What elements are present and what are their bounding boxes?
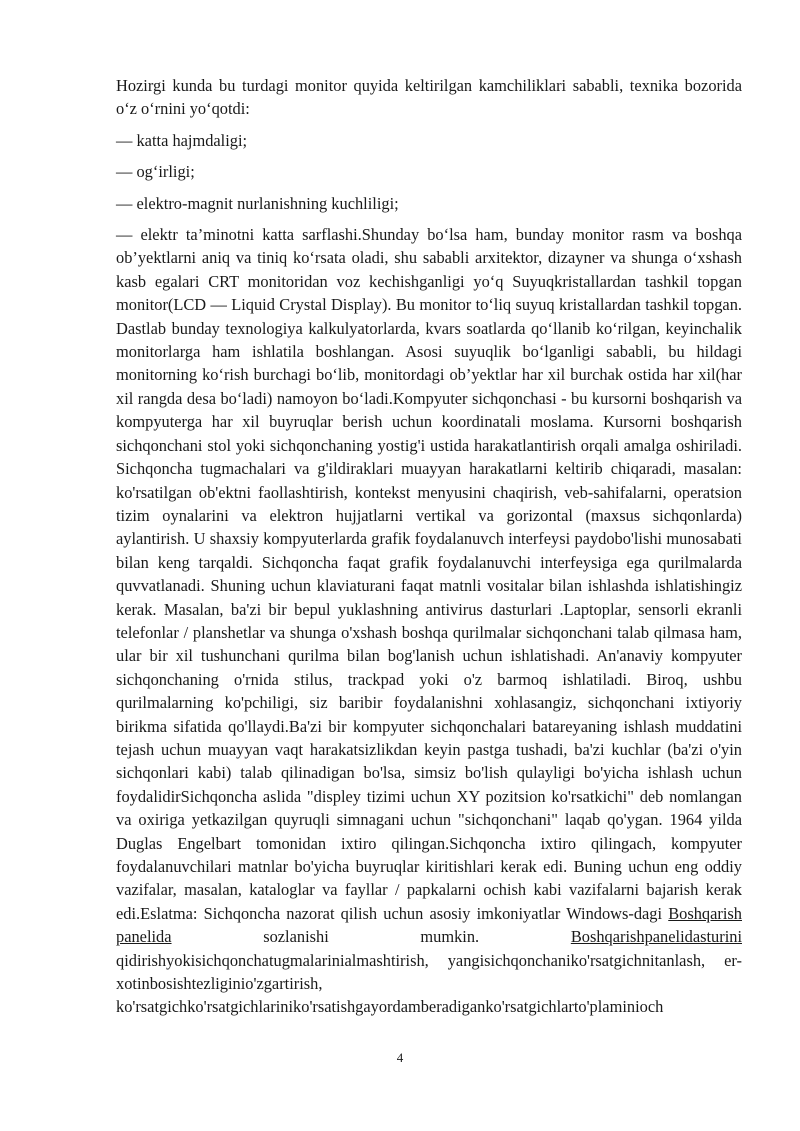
list-item-radiation: — elektro-magnit nurlanishning kuchliligi; xyxy=(116,193,399,213)
control-panel-program-link[interactable]: Boshqarishpanelidasturini xyxy=(570,927,742,947)
document-page xyxy=(116,74,742,1019)
body-text-part-3: qidirishyokisichqonchatugmalarinialmashtirish, yangisichqonchaniko'rsatgichnitanlash, er-xotinbosishtezliginio'zgartirish, ko'rsatgichko'rsatgichlariniko'rsatishgayordamberadiganko'rsatgichlarto'plaminioch xyxy=(116,950,742,1017)
list-item-size: — katta hajmdaligi; xyxy=(116,130,248,150)
list-item-weight: — og‘irligi; xyxy=(116,162,195,182)
page-number: 4 xyxy=(396,1050,404,1065)
body-paragraph xyxy=(116,223,742,1019)
body-text-part-1: — elektr ta’minotni katta sarflashi.Shunday bo‘lsa ham, bunday monitor rasm va boshqa ob’yektlarni aniq va tiniq ko‘rsata oladi, shu sababli arxitektor, dizayner va shunga o‘xshash kasb egalari CRT monitoridan voz kechishganligi yo‘q Suyuqkristallardan tashkil topgan monitor(LCD — Liquid Crystal Display). Bu monitor to‘liq suyuq kristallardan tashkil topgan. Dastlab bunday texnologiya kalkulyatorlarda, kvars soatlarda qo‘llanib ko‘rilgan, keyinchalik monitorlarga ham ishlatila boshlangan. Asosi suyuqlik bo‘lganligi sababli, bu hildagi monitorning ko‘rish burchagi bo‘lib, monitordagi ob’yektlar har xil burchak ostida har xil(har xil rangda desa bo‘ladi) namoyon bo‘ladi.Kompyuter sichqonchasi - bu kursorni boshqarish va kompyuterga har xil buyruqlar berish uchun koordinatali moslama. Kursorni boshqarish sichqonchani stol yoki sichqonchaning yostig'i ustida harakatlantirish orqali amalga oshiriladi. Sichqoncha tugmachalari va g'ildiraklari muayyan harakatlarni keltirib chiqaradi, masalan: ko'rsatilgan ob'ektni faollashtirish, kontekst menyusini chaqirish, veb-sahifalarni, operatsion tizim oynalarini va elektron hujjatlarni vertikal va gorizontal (maxsus sichqonlarda) aylantirish. U shaxsiy kompyuterlarda grafik foydalanuvch interfeysi paydobo'lishi munosabati bilan keng tarqaldi. Sichqoncha faqat grafik foydalanuvchi interfeysiga ega qurilmalarda quvvatlanadi. Shuning uchun klaviaturani faqat matnli vositalar bilan ishlashda ishlatishingiz kerak. Masalan, ba'zi bir bepul yuklashning antivirus dasturlari .Laptoplar, sensorli ekranli telefonlar / planshetlar va shunga o'xshash boshqa qurilmalar sichqonchani talab qilmasa ham, ular bir xil tushunchani qurilma bilan bog'lanish uchun ishlatishadi. An'anaviy kompyuter sichqonchaning o'rnida stilus, trackpad yoki o'z barmoq ishlatiladi. Biroq, ushbu qurilmalarning ko'pchiligi, siz baribir foydalanishni xohlasangiz, sichqonchani ixtiyoriy birikma sifatida qo'llaydi.Ba'zi bir kompyuter sichqonchalari batareyaning ishlash muddatini tejash uchun muayyan vaqt harakatsizlikdan keyin pastga tushadi, ba'zi kuchlar (ba'zi o'yin sichqonlari kabi) talab qilinadigan bo'lsa, simsiz bo'lish qulayligi bo'yicha ishlash uchun foydalidirSichqoncha aslida "displey tizimi uchun XY pozitsion ko'rsatkichi" deb nomlangan va oxiriga yetkazilgan quyruqli simnagani uchun "sichqonchani" laqab qo'ygan. 1964 yilda Duglas Engelbart tomonidan ixtiro qilingan.Sichqoncha ixtiro qilingach, kompyuter foydalanuvchilari matnlar bo'yicha buyruqlar kiritishlari kerak edi. Buning uchun eng oddiy vazifalar, masalan, kataloglar va fayllar / papkalarni ochish kabi vazifalarni bajarish kerak edi.Eslatma: Sichqoncha nazorat qilish uchun asosiy imkoniyatlar Windows-dagi xyxy=(116,225,742,923)
body-text-part-2: sozlanishi mumkin. xyxy=(171,927,571,947)
control-panel-link[interactable]: Boshqarish panelida xyxy=(116,903,742,947)
intro-paragraph: Hozirgi kunda bu turdagi monitor quyida keltirilgan kamchiliklari sababli, texnika bozorida o‘z o‘rnini yo‘qotdi: xyxy=(116,76,742,119)
